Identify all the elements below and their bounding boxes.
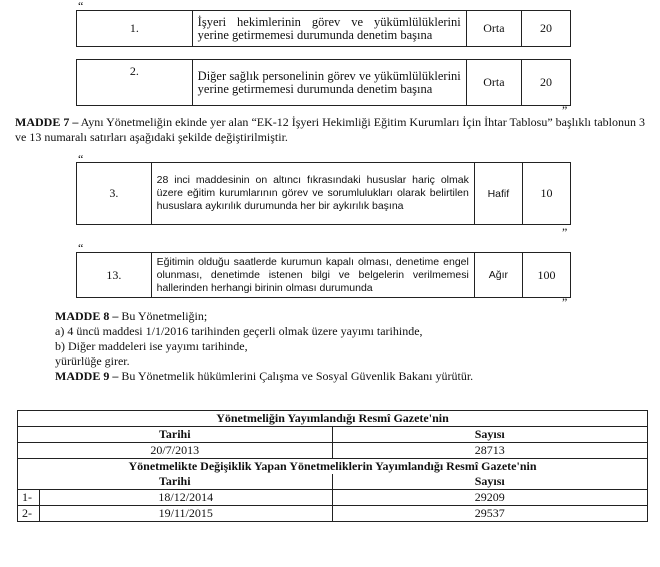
table-row [18, 506, 648, 522]
row-number: 29209 [332, 490, 647, 506]
row-description: İşyeri hekimlerinin görev ve yükümlülüklerini yerine getirmemesi durumunda denetim başına [192, 11, 466, 47]
article-8-text: Bu Yönetmeliğin; [118, 309, 208, 323]
article-8-closing: yürürlüğe girer. [55, 354, 130, 368]
table-a-row-1 [76, 10, 571, 47]
row-number: 2. [77, 60, 193, 106]
article-7-text: Aynı Yönetmeliğin ekinde yer alan “EK-12 İşyeri Hekimliği Eğitim Kurumları İçin İhtar Tablosu” başlıklı tablonun 3 ve 13 numaralı satırları aşağıdaki şekilde değiştirilmiştir. [15, 115, 645, 144]
open-quote: “ [78, 152, 84, 166]
row-index: 1- [18, 490, 40, 506]
original-date: 20/7/2013 [18, 443, 333, 459]
row-level: Orta [466, 60, 521, 106]
row-date: 19/11/2015 [39, 506, 332, 522]
col-no-header: Sayısı [332, 427, 647, 443]
article-7 [15, 115, 645, 145]
row-level: Orta [466, 11, 521, 47]
article-7-label: MADDE 7 – [15, 115, 79, 129]
article-8-label: MADDE 8 – [55, 309, 119, 323]
amendments-title: Yönetmelikte Değişiklik Yapan Yönetmeliklerin Yayımlandığı Resmî Gazete'nin [18, 459, 648, 475]
row-description: 28 inci maddesinin on altıncı fıkrasındaki hususlar hariç olmak üzere eğitim kurumlarının görev ve sorumlulukları olarak belirtilen hususlara aykırılık durumunda her bir aykırılık başına [151, 163, 474, 225]
row-description: Eğitimin olduğu saatlerde kurumun kapalı olması, denetime engel olunması, denetimde istenen bilgi ve belgelerin verilmemesi hallerinden herhangi birinin olması durumunda [151, 253, 474, 298]
row-points: 20 [522, 11, 571, 47]
row-points: 20 [522, 60, 571, 106]
table-a-row-2 [76, 59, 571, 106]
article-9-text: Bu Yönetmelik hükümlerini Çalışma ve Sosyal Güvenlik Bakanı yürütür. [118, 369, 474, 383]
open-quote: “ [78, 0, 84, 13]
publication-table [17, 410, 648, 522]
row-number: 13. [77, 253, 152, 298]
row-level: Ağır [474, 253, 522, 298]
row-level: Hafif [474, 163, 522, 225]
table-b-row-13 [76, 252, 571, 298]
row-number: 29537 [332, 506, 647, 522]
close-quote: ” [562, 225, 568, 239]
article-9-label: MADDE 9 – [55, 369, 119, 383]
article-8-item-a: a) 4 üncü maddesi 1/1/2016 tarihinden geçerli olmak üzere yayımı tarihinde, [55, 324, 423, 338]
original-number: 28713 [332, 443, 647, 459]
row-points: 10 [522, 163, 570, 225]
col-date-header: Tarihi [18, 474, 333, 490]
table-row [18, 490, 648, 506]
open-quote: “ [78, 241, 84, 255]
col-date-header: Tarihi [18, 427, 333, 443]
row-date: 18/12/2014 [39, 490, 332, 506]
row-number: 3. [77, 163, 152, 225]
row-number: 1. [77, 11, 193, 47]
article-8 [55, 309, 645, 384]
col-no-header: Sayısı [332, 474, 647, 490]
row-points: 100 [522, 253, 570, 298]
row-description: Diğer sağlık personelinin görev ve yükümlülüklerini yerine getirmemesi durumunda denetim başına [192, 60, 466, 106]
publication-title: Yönetmeliğin Yayımlandığı Resmî Gazete'nin [18, 411, 648, 427]
row-index: 2- [18, 506, 40, 522]
close-quote: ” [562, 295, 568, 309]
close-quote: ” [562, 103, 568, 117]
article-8-item-b: b) Diğer maddeleri ise yayımı tarihinde, [55, 339, 248, 353]
table-b-row-3 [76, 162, 571, 225]
